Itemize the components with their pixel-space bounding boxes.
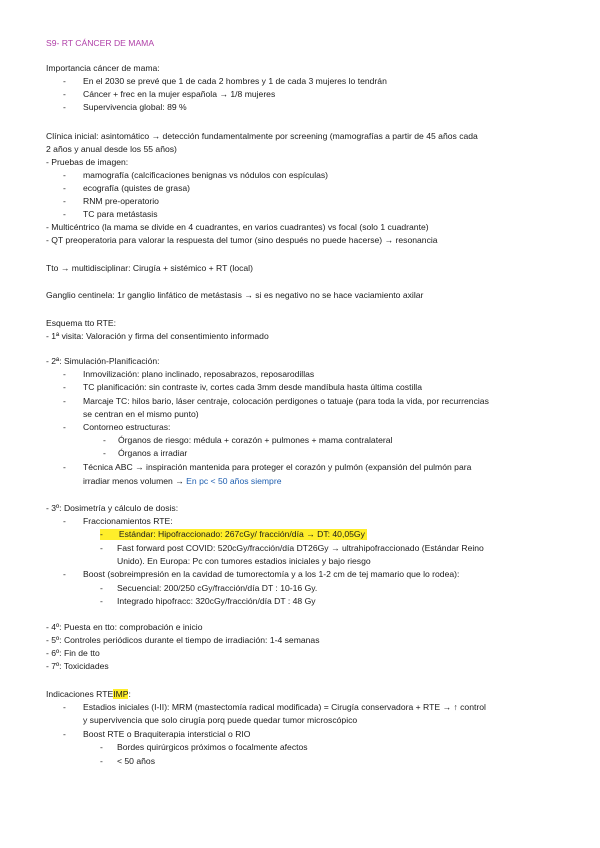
tto-line: Tto → multidisciplinar: Cirugía + sistémico + RT (local) xyxy=(46,263,253,273)
fast-forward-line: Fast forward post COVID: 520cGy/fracción/día DT26Gy → ultrahipofraccionado (Estándar Reino xyxy=(117,543,484,553)
estadios-line-2: y supervivencia que solo cirugía porq puede quedar tumor microscópico xyxy=(83,715,358,725)
estadios-line: Estadios iniciales (I-II): MRM (mastectomía radical modificada) = Cirugía conservadora + RTE → ↑ control xyxy=(83,702,486,712)
bullet: - xyxy=(63,170,66,180)
contorneo-heading: Contorneo estructuras: xyxy=(83,422,171,432)
organo-item: Órganos a irradiar xyxy=(118,448,188,458)
importancia-item: En el 2030 se prevé que 1 de cada 2 hombres y 1 de cada 3 mujeres lo tendrán xyxy=(83,76,387,86)
bullet: - xyxy=(63,76,66,86)
importancia-item: Supervivencia global: 89 % xyxy=(83,102,187,112)
clinica-line: 2 años y anual desde los 55 años) xyxy=(46,144,177,154)
imp-highlight: IMP xyxy=(113,689,129,699)
bullet: - xyxy=(100,596,103,606)
bullet: - xyxy=(63,369,66,379)
organo-item: Órganos de riesgo: médula + corazón + pulmones + mama contralateral xyxy=(118,435,393,445)
simulacion-item: Inmovilización: plano inclinado, reposabrazos, reposarodillas xyxy=(83,369,315,379)
simulacion-item: Marcaje TC: hilos bario, láser centraje, colocación perdigones o tatuaje (para toda la vida, por recurrencias xyxy=(83,396,489,406)
step-line: - 7º: Toxicidades xyxy=(46,661,109,671)
bullet: - xyxy=(100,543,103,553)
abc-line: Técnica ABC → inspiración mantenida para proteger el corazón y pulmón (expansión del pulmón para xyxy=(83,462,472,472)
bullet: - xyxy=(63,422,66,432)
prueba-item: RNM pre-operatorio xyxy=(83,196,159,206)
prueba-item: mamografía (calcificaciones benignas vs nódulos con espículas) xyxy=(83,170,329,180)
bullet: - xyxy=(63,209,66,219)
visita-1: - 1ª visita: Valoración y firma del consentimiento informado xyxy=(46,331,269,341)
pruebas-heading: - Pruebas de imagen: xyxy=(46,157,129,167)
clinica-line: Clínica inicial: asintomático → detección fundamentalmente por screening (mamografías a partir de 45 años cada xyxy=(46,131,478,141)
boost-item: Integrado hipofracc: 320cGy/fracción/día DT : 48 Gy xyxy=(117,596,316,606)
simulacion-heading: - 2ª: Simulación-Planificación: xyxy=(46,356,160,366)
indicaciones-colon: : xyxy=(128,689,131,699)
boost-rte-line: Boost RTE o Braquiterapia intersticial o RIO xyxy=(83,729,251,739)
bullet: - xyxy=(103,435,106,445)
bullet: - xyxy=(63,102,66,112)
bullet: - xyxy=(100,756,103,766)
prueba-item: TC para metástasis xyxy=(83,209,158,219)
step-line: - 6º: Fin de tto xyxy=(46,648,100,658)
ganglio-line: Ganglio centinela: 1r ganglio linfático de metástasis → si es negativo no se hace vaciamiento axilar xyxy=(46,290,424,300)
step-line: - 4º: Puesta en tto: comprobación e inicio xyxy=(46,622,203,632)
bullet: - xyxy=(100,529,103,539)
bullet: - xyxy=(63,702,66,712)
abc-line-2 xyxy=(83,476,281,487)
abc-note: En pc < 50 años siempre xyxy=(186,476,282,486)
indicaciones-label: Indicaciones RTE xyxy=(46,689,114,699)
bullet: - xyxy=(63,382,66,392)
step-line: - 5º: Controles periódicos durante el tiempo de irradiación: 1-4 semanas xyxy=(46,635,320,645)
fast-forward-line-2: Unido). En Europa: Pc con tumores estadios iniciales y bajo riesgo xyxy=(117,556,371,566)
prueba-item: ecografía (quistes de grasa) xyxy=(83,183,191,193)
estandar-text: Estándar: Hipofraccionado: 267cGy/ fracción/día → DT: 40,05Gy xyxy=(118,529,365,539)
boost-item: Secuencial: 200/250 cGy/fracción/día DT : 10-16 Gy. xyxy=(117,583,318,593)
importancia-item: Cáncer + frec en la mujer española → 1/8 mujeres xyxy=(83,89,276,99)
bullet: - xyxy=(100,583,103,593)
esquema-heading: Esquema tto RTE: xyxy=(46,318,117,328)
indicaciones-heading xyxy=(46,689,131,700)
simulacion-item: TC planificación: sin contraste iv, cortes cada 3mm desde mandíbula hasta última costilla xyxy=(83,382,422,392)
marcaje-cont: se centran en el mismo punto) xyxy=(83,409,199,419)
bullet: - xyxy=(63,516,66,526)
qt-line: - QT preoperatoria para valorar la respuesta del tumor (sino después no puede hacerse) → resonancia xyxy=(46,235,438,245)
dosimetria-heading: - 3º: Dosimetría y cálculo de dosis: xyxy=(46,503,179,513)
bullet: - xyxy=(63,196,66,206)
bullet: - xyxy=(63,396,66,406)
indicacion-item: Bordes quirúrgicos próximos o focalmente afectos xyxy=(117,742,308,752)
bullet: - xyxy=(63,89,66,99)
document-title: S9- RT CÁNCER DE MAMA xyxy=(46,38,155,48)
bullet: - xyxy=(63,183,66,193)
bullet: - xyxy=(100,742,103,752)
indicacion-item: < 50 años xyxy=(117,756,155,766)
importancia-heading: Importancia cáncer de mama: xyxy=(46,63,160,73)
fraccionamientos-heading: Fraccionamientos RTE: xyxy=(83,516,173,526)
boost-heading: Boost (sobreimpresión en la cavidad de tumorectomía y a los 1-2 cm de tej mamario que lo rodea): xyxy=(83,569,460,579)
bullet: - xyxy=(63,569,66,579)
abc-text: irradiar menos volumen → xyxy=(83,476,184,486)
bullet: - xyxy=(63,462,66,472)
multicentrico-line: - Multicéntrico (la mama se divide en 4 cuadrantes, en varios cuadrantes) vs focal (solo 1 cuadrante) xyxy=(46,222,429,232)
estandar-line xyxy=(100,529,367,540)
bullet: - xyxy=(63,729,66,739)
bullet: - xyxy=(103,448,106,458)
